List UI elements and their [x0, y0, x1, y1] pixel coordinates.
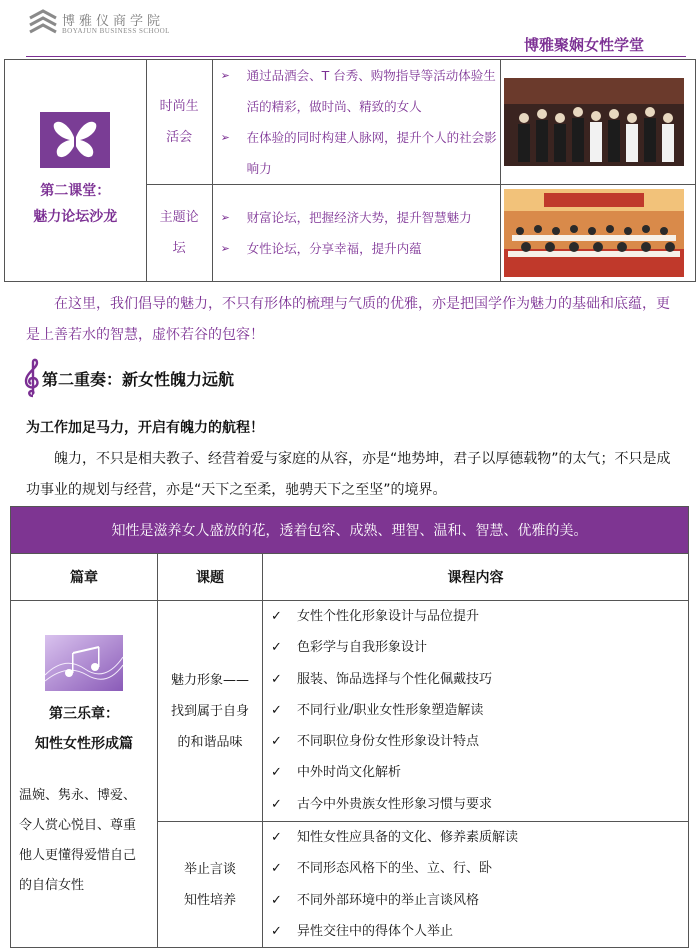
- subject-label: 时尚生: [159, 99, 199, 114]
- chapter-note: 令人赏心悦目、尊重: [19, 818, 137, 833]
- checkmark-icon: ✓: [271, 861, 282, 877]
- course-table: [10, 506, 689, 948]
- list-item: ✓ 女性个性化形象设计与品位提升: [271, 601, 688, 632]
- subject-label: 主题论: [159, 210, 199, 225]
- music-notes-image: [45, 635, 123, 691]
- subject-forum: [146, 185, 212, 282]
- checkmark-icon: ✓: [271, 830, 282, 845]
- checkmark-icon: ✓: [271, 702, 282, 718]
- arrow-bullet-icon: ➢: [220, 69, 230, 82]
- stacked-chevrons-icon: [28, 8, 58, 36]
- table-banner: 知性是滋养女人盛放的花，透着包容、成熟、理智、温和、智慧、优雅的美。: [11, 507, 689, 554]
- list-item: ➢ 女性论坛，分享幸福，提升内蕴: [221, 233, 501, 264]
- list-item: ✓ 古今中外贵族女性形象习惯与要求: [271, 789, 688, 820]
- list-item: ✓ 不同外部环境中的举止言谈风格: [271, 885, 688, 916]
- list-item: ✓ 不同形态风格下的坐、立、行、卧: [271, 853, 688, 884]
- photo-cell: [501, 185, 696, 282]
- items-fashion: [212, 60, 501, 185]
- topic-manner-items: [263, 822, 689, 948]
- checkmark-icon: ✓: [271, 640, 282, 656]
- class-cell: [5, 60, 147, 282]
- list-item: ✓ 色彩学与自我形象设计: [271, 632, 688, 663]
- topic-label: 举止言谈: [183, 861, 236, 877]
- list-item: ➢ 通过品酒会、T 台秀、购物指导等活动体验生活的精彩，做时尚、精致的女人: [221, 60, 501, 122]
- section-heading: [22, 358, 234, 398]
- topic-image-items: [263, 601, 689, 822]
- class-title-line2: 魅力论坛沙龙: [33, 208, 118, 225]
- header-divider: [26, 56, 686, 57]
- list-item: ➢ 在体验的同时构建人脉网，提升个人的社会影响力: [221, 122, 501, 184]
- logo-chinese: 博雅仪商学院: [62, 14, 165, 29]
- treble-clef-icon: [22, 358, 42, 398]
- header-content: 课程内容: [263, 554, 689, 601]
- photo-cell: [501, 60, 696, 185]
- header-chapter: 篇章: [11, 554, 158, 601]
- topic-manner: [158, 822, 263, 948]
- brand-title: 博雅聚娴女性学堂: [523, 36, 644, 54]
- salon-table: [4, 59, 696, 282]
- subject-label: 坛: [172, 241, 186, 256]
- checkmark-icon: ✓: [271, 765, 282, 781]
- checkmark-icon: ✓: [271, 892, 282, 908]
- items-forum: [212, 185, 501, 282]
- list-item: ➢ 财富论坛，把握经济大势，提升智慧魅力: [221, 202, 501, 233]
- section-title: 第二重奏：新女性魄力远航: [42, 369, 235, 389]
- header-topic: 课题: [158, 554, 263, 601]
- topic-label: 知性培养: [183, 892, 236, 908]
- arrow-bullet-icon: ➢: [220, 211, 230, 224]
- intro-paragraph: 在这里，我们倡导的魅力，不只有形体的梳理与气质的优雅，亦是把国学作为魅力的基础和底蕴，更是上善若水的智慧，虚怀若谷的包容！: [26, 296, 670, 343]
- arrow-bullet-icon: ➢: [220, 242, 230, 255]
- list-item: ✓ 不同行业/职业女性形象塑造解读: [271, 695, 688, 726]
- chapter-title-line2: 知性女性形成篇: [35, 736, 133, 752]
- section-paragraph: 魄力，不只是相夫教子、经营着爱与家庭的从容，亦是“地势坤，君子以厚德载物”的太气；不只是成功事业的规划与经营，亦是“天下之至柔，驰骋天下之至坚”的境界。: [26, 451, 671, 498]
- group-photo: [504, 78, 684, 166]
- topic-label: 找到属于自身: [170, 703, 249, 719]
- forum-photo: [504, 189, 684, 277]
- arrow-bullet-icon: ➢: [220, 131, 230, 144]
- subject-label: 活会: [166, 130, 193, 145]
- checkmark-icon: ✓: [271, 609, 282, 624]
- checkmark-icon: ✓: [271, 923, 282, 939]
- chapter-note: 他人更懂得爱惜自己: [19, 848, 137, 863]
- subject-fashion: [146, 60, 212, 185]
- chapter-note: 的自信女性: [19, 878, 85, 893]
- checkmark-icon: ✓: [271, 734, 282, 750]
- topic-label: 的和谐品味: [177, 734, 243, 750]
- topic-image: [158, 601, 263, 822]
- list-item: ✓ 异性交往中的得体个人举止: [271, 916, 688, 947]
- class-title-line1: 第二课堂：: [40, 182, 111, 199]
- list-item: ✓ 知性女性应具备的文化、修养素质解读: [271, 822, 688, 853]
- list-item: ✓ 服装、饰品选择与个性化佩戴技巧: [271, 664, 688, 695]
- chapter-title-line1: 第三乐章：: [49, 706, 119, 722]
- checkmark-icon: ✓: [271, 671, 282, 687]
- chapter-note: 温婉、隽永、博爱、: [19, 788, 137, 803]
- section-subtitle: 为工作加足马力，开启有魄力的航程！: [26, 420, 264, 436]
- list-item: ✓ 不同职位身份女性形象设计特点: [271, 726, 688, 757]
- chapter-cell: [11, 601, 158, 948]
- list-item: ✓ 中外时尚文化解析: [271, 757, 688, 788]
- logo-english: BOYAJUN BUSINESS SCHOOL: [62, 27, 170, 35]
- checkmark-icon: ✓: [271, 796, 282, 812]
- butterfly-icon: [40, 112, 110, 168]
- topic-label: 魅力形象——: [170, 672, 249, 688]
